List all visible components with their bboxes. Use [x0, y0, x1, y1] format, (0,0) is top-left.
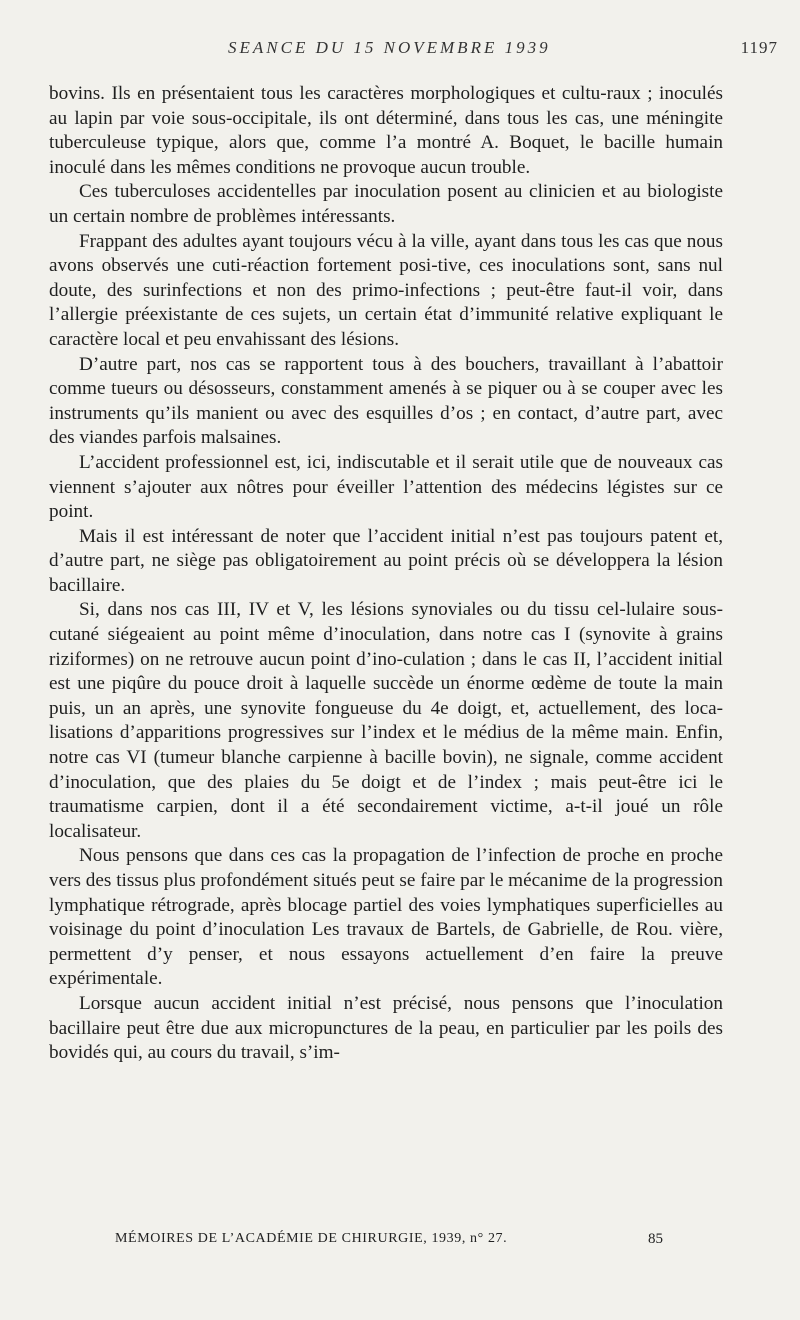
paragraph: L’accident professionnel est, ici, indiscutable et il serait utile que de nouveaux cas viennent s’ajouter aux nôtres pour éveiller l’attention des médecins légistes sur ce point.: [49, 451, 723, 523]
paragraph: D’autre part, nos cas se rapportent tous à des bouchers, travaillant à l’abattoir comme tueurs ou désosseurs, constamment amenés à se piquer ou à se couper avec les instruments qu’ils manient ou avec des esquilles d’os ; en contact, d’autre part, avec des viandes parfois malsaines.: [49, 353, 723, 449]
running-title: SEANCE DU 15 NOVEMBRE 1939: [228, 38, 551, 57]
paragraph: Si, dans nos cas III, IV et V, les lésions synoviales ou du tissu cel-lulaire sous-cutané siégeaient au point même d’inoculation, dans notre cas I (synovite à grains riziformes) on ne retrouve aucun point d’ino-culation ; dans le cas II, l’accident initial est une piqûre du pouce droit à laquelle succède un énorme œdème de toute la main puis, un an après, une synovite fongueuse du 4e doigt, et, actuellement, des loca-lisations d’apparitions progressives sur l’index et le médius de la même main. Enfin, notre cas VI (tumeur blanche carpienne à bacille bovin), ne signale, comme accident d’inoculation, que des plaies du 5e doigt et de l’index ; mais peut-être ici le traumatisme carpien, dont il a été secondairement victime, a-t-il joué un rôle localisateur.: [49, 599, 723, 842]
running-header: [0, 38, 800, 62]
paragraph: Mais il est intéressant de noter que l’accident initial n’est pas toujours patent et, d’autre part, ne siège pas obligatoirement au point précis où se développera la lésion bacillaire.: [49, 525, 723, 596]
paragraph: Frappant des adultes ayant toujours vécu à la ville, ayant dans tous les cas que nous avons observés une cuti-réaction fortement posi-tive, ces inoculations sont, sans nul doute, des surinfections et non des primo-infections ; peut-être faut-il voir, dans l’allergie préexistante de ces sujets, un certain état d’immunité relative expliquant le caractère local et peu envahissant des lésions.: [49, 230, 723, 350]
footer-folio: 85: [648, 1231, 663, 1247]
page-number: 1197: [740, 38, 778, 57]
paragraph: Lorsque aucun accident initial n’est précisé, nous pensons que l’inoculation bacillaire peut être due aux micropunctures de la peau, en particulier par les poils des bovidés qui, au cours du travail, s’im-: [49, 992, 723, 1064]
paragraph: Ces tuberculoses accidentelles par inoculation posent au clinicien et au biologiste un certain nombre de problèmes intéressants.: [49, 181, 723, 227]
page-footer: [0, 1231, 800, 1253]
body-text: [49, 82, 723, 1066]
journal-citation: MÉMOIRES DE L’ACADÉMIE DE CHIRURGIE, 1939, n° 27.: [115, 1231, 508, 1246]
paragraph: Nous pensons que dans ces cas la propagation de l’infection de proche en proche vers des tissus plus profondément situés peut se faire par le mécanime de la progression lymphatique rétrograde, après blocage partiel des voies lymphatiques superficielles au voisinage du point d’inoculation Les travaux de Bartels, de Gabrielle, de Rou. vière, permettent d’y penser, et nous essayons actuellement d’en faire la preuve expérimentale.: [49, 845, 723, 990]
paragraph: bovins. Ils en présentaient tous les caractères morphologiques et cultu-raux ; inoculés au lapin par voie sous-occipitale, ils ont déterminé, dans tous les cas, une méningite tuberculeuse typique, alors que, comme l’a montré A. Boquet, le bacille humain inoculé dans les mêmes conditions ne provoque aucun trouble.: [49, 83, 723, 178]
